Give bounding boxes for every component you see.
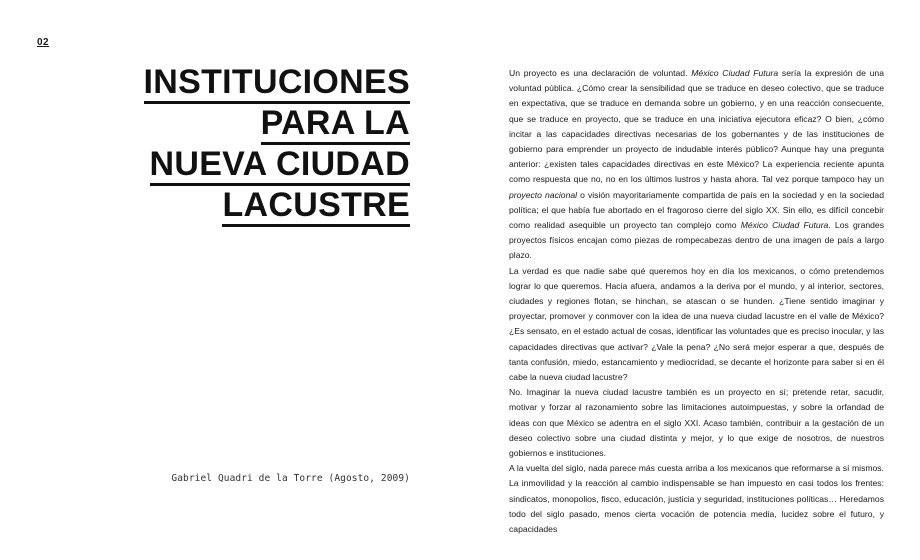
body-paragraph: A la vuelta del siglo, nada parece más cuesta arriba a los mexicanos que reformarse a sí mismos. La inmovilidad y la reacción al cambio indispensable se han impuesto en casi todos los frentes: sindicatos, monopolios, fisco, educación, justicia y seguridad, instituciones políticas… Heredamos todo del siglo pasado, menos cierta vocación de potencia media, lucidez sobre el futuro, y capacidades bbox=[509, 463, 884, 535]
title-line: NUEVA CIUDAD bbox=[144, 144, 410, 185]
title-line: PARA LA bbox=[144, 103, 410, 144]
body-paragraph: La verdad es que nadie sabe qué queremos hoy en día los mexicanos, o cómo pretendemos lograr lo que queremos. Hacia afuera, andamos a la deriva por el mundo, y al interior, sectores, ciudades y regiones flotan, se hinchan, se atascan o se hunden. ¿Tiene sentido imaginar y proyectar, promover y conmover con la idea de una nueva ciudad lacustre en el valle de México? ¿Es sensato, en el estado actual de cosas, identificar las voluntades que es preciso inocular, y las capacidades directivas que activar? ¿Vale la pena? ¿No será mejor esperar a que, después de tanta confusión, miedo, estancamiento y mediocridad, se decante el horizonte para saber si en él cabe la nueva ciudad lacustre? bbox=[509, 265, 884, 383]
body-paragraph: No. Imaginar la nueva ciudad lacustre también es un proyecto en sí; pretende retar, sacudir, motivar y forzar al razonamiento sobre las limitaciones autoimpuestas, y sobre la orfandad de ideas con que México se adentra en el siglo XXI. Acaso también, contribuir a la gestación de un deseo colectivo sobre una ciudad distinta y mejor, y lo que exige de nosotros, de nuestros gobiernos e instituciones. bbox=[509, 387, 884, 459]
chapter-title bbox=[144, 62, 410, 226]
title-line: LACUSTRE bbox=[144, 185, 410, 226]
page-number: 02 bbox=[37, 37, 50, 48]
title-line: INSTITUCIONES bbox=[144, 62, 410, 103]
body-text bbox=[509, 66, 884, 537]
author-byline: Gabriel Quadri de la Torre (Agosto, 2009) bbox=[171, 473, 410, 484]
body-paragraph: Un proyecto es una declaración de voluntad. México Ciudad Futura sería la expresión de una voluntad pública. ¿Cómo crear la sensibilidad que se traduce en deseo colectivo, que se traduce en expectativa, que se traduce en demanda sobre un gobierno, y en una reacción consecuente, que se traduce en proyecto, que se traduce en una iniciativa ejecutora eficaz? O bien, ¿cómo incitar a las capacidades directivas necesarias de los gobernantes y de las instituciones de gobierno para emprender un proyecto de indudable interés público? Aunque hay una pregunta anterior: ¿existen tales capacidades directivas en este México? La experiencia reciente apunta como respuesta que no, no en los últimos lustros y hasta ahora. Tal vez porque tampoco hay un proyecto nacional o visión mayoritariamente compartida de país en la sociedad y en la sociedad política; el que había fue abortado en el fragoroso cierre del siglo XX. Sin ello, es difícil concebir como realidad asequible un proyecto tan complejo como México Ciudad Futura. Los grandes proyectos físicos encajan como piezas de rompecabezas dentro de una imagen de país a largo plazo. bbox=[509, 68, 884, 261]
